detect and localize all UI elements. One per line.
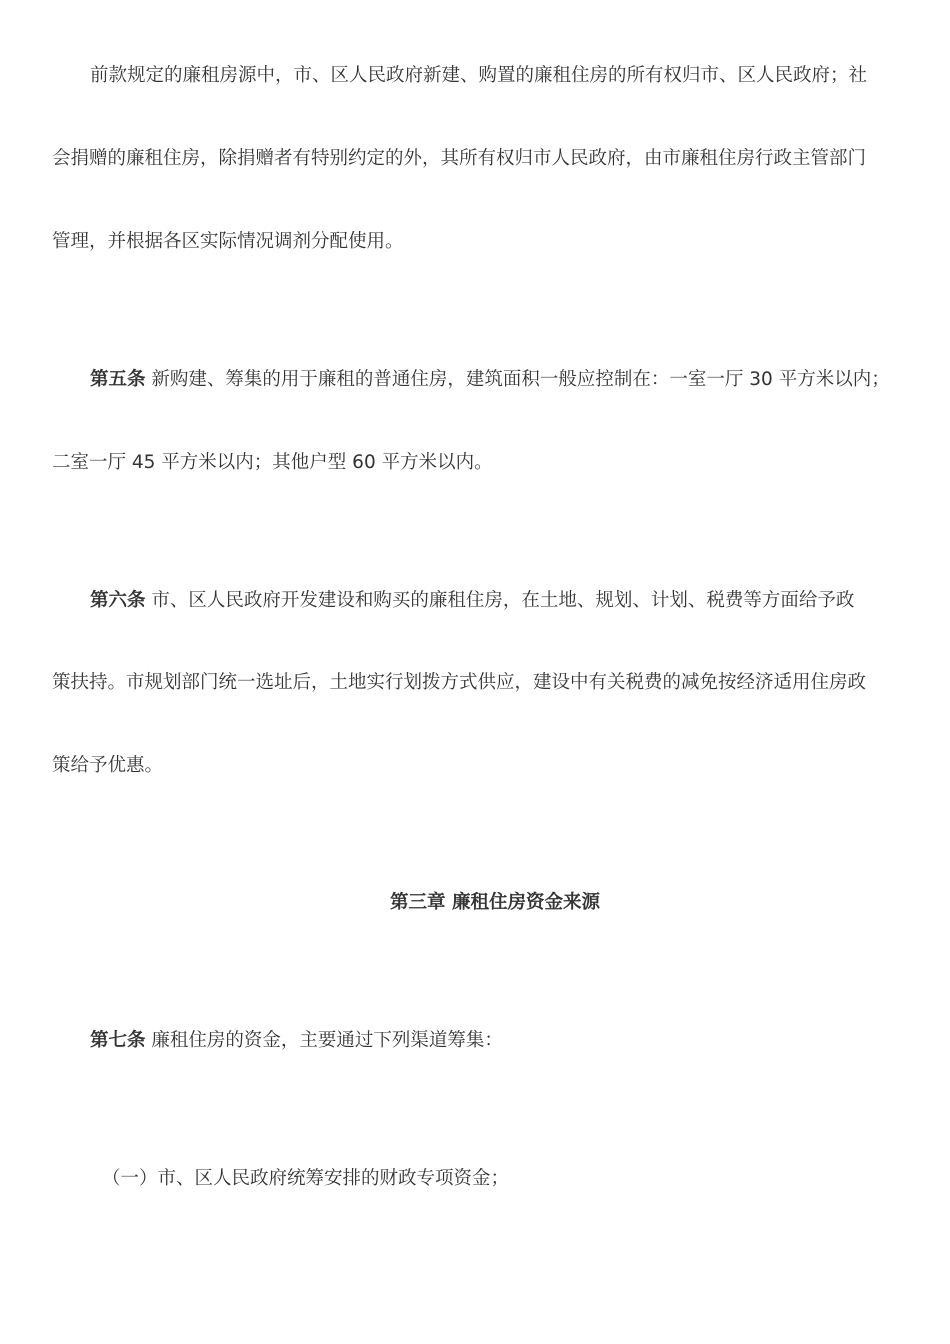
chapter-heading: 第三章 廉租住房资金来源: [390, 892, 600, 913]
article5-text: 新购建、筹集的用于廉租的普通住房，建筑面积一般应控制在：一室一厅 30 平方米以内；: [145, 369, 890, 390]
para1-line3: 管理，并根据各区实际情况调剂分配使用。: [52, 231, 404, 252]
article5-line1: [90, 367, 912, 393]
article7-line1: [90, 1028, 912, 1054]
article6-text: 市、区人民政府开发建设和购买的廉租住房，在土地、规划、计划、税费等方面给予政: [145, 590, 855, 611]
para1-line1: 前款规定的廉租房源中，市、区人民政府新建、购置的廉租住房的所有权归市、区人民政府；社: [90, 65, 868, 86]
article6-line1: [90, 588, 912, 614]
article6-line2: 策扶持。市规划部门统一选址后，土地实行划拨方式供应，建设中有关税费的减免按经济适用住房政: [52, 672, 867, 693]
article6-label: 第六条: [90, 590, 146, 611]
article5-line2: 二室一厅 45 平方米以内；其他户型 60 平方米以内。: [52, 452, 493, 473]
list-item: （一）市、区人民政府统筹安排的财政专项资金；: [102, 1168, 510, 1189]
article7-text: 廉租住房的资金，主要通过下列渠道筹集：: [145, 1030, 503, 1051]
para1-line2: 会捐赠的廉租住房，除捐赠者有特别约定的外，其所有权归市人民政府，由市廉租住房行政主管部门: [52, 148, 867, 169]
article7-label: 第七条: [90, 1030, 146, 1051]
article5-label: 第五条: [90, 369, 146, 390]
article6-line3: 策给予优惠。: [52, 755, 164, 776]
